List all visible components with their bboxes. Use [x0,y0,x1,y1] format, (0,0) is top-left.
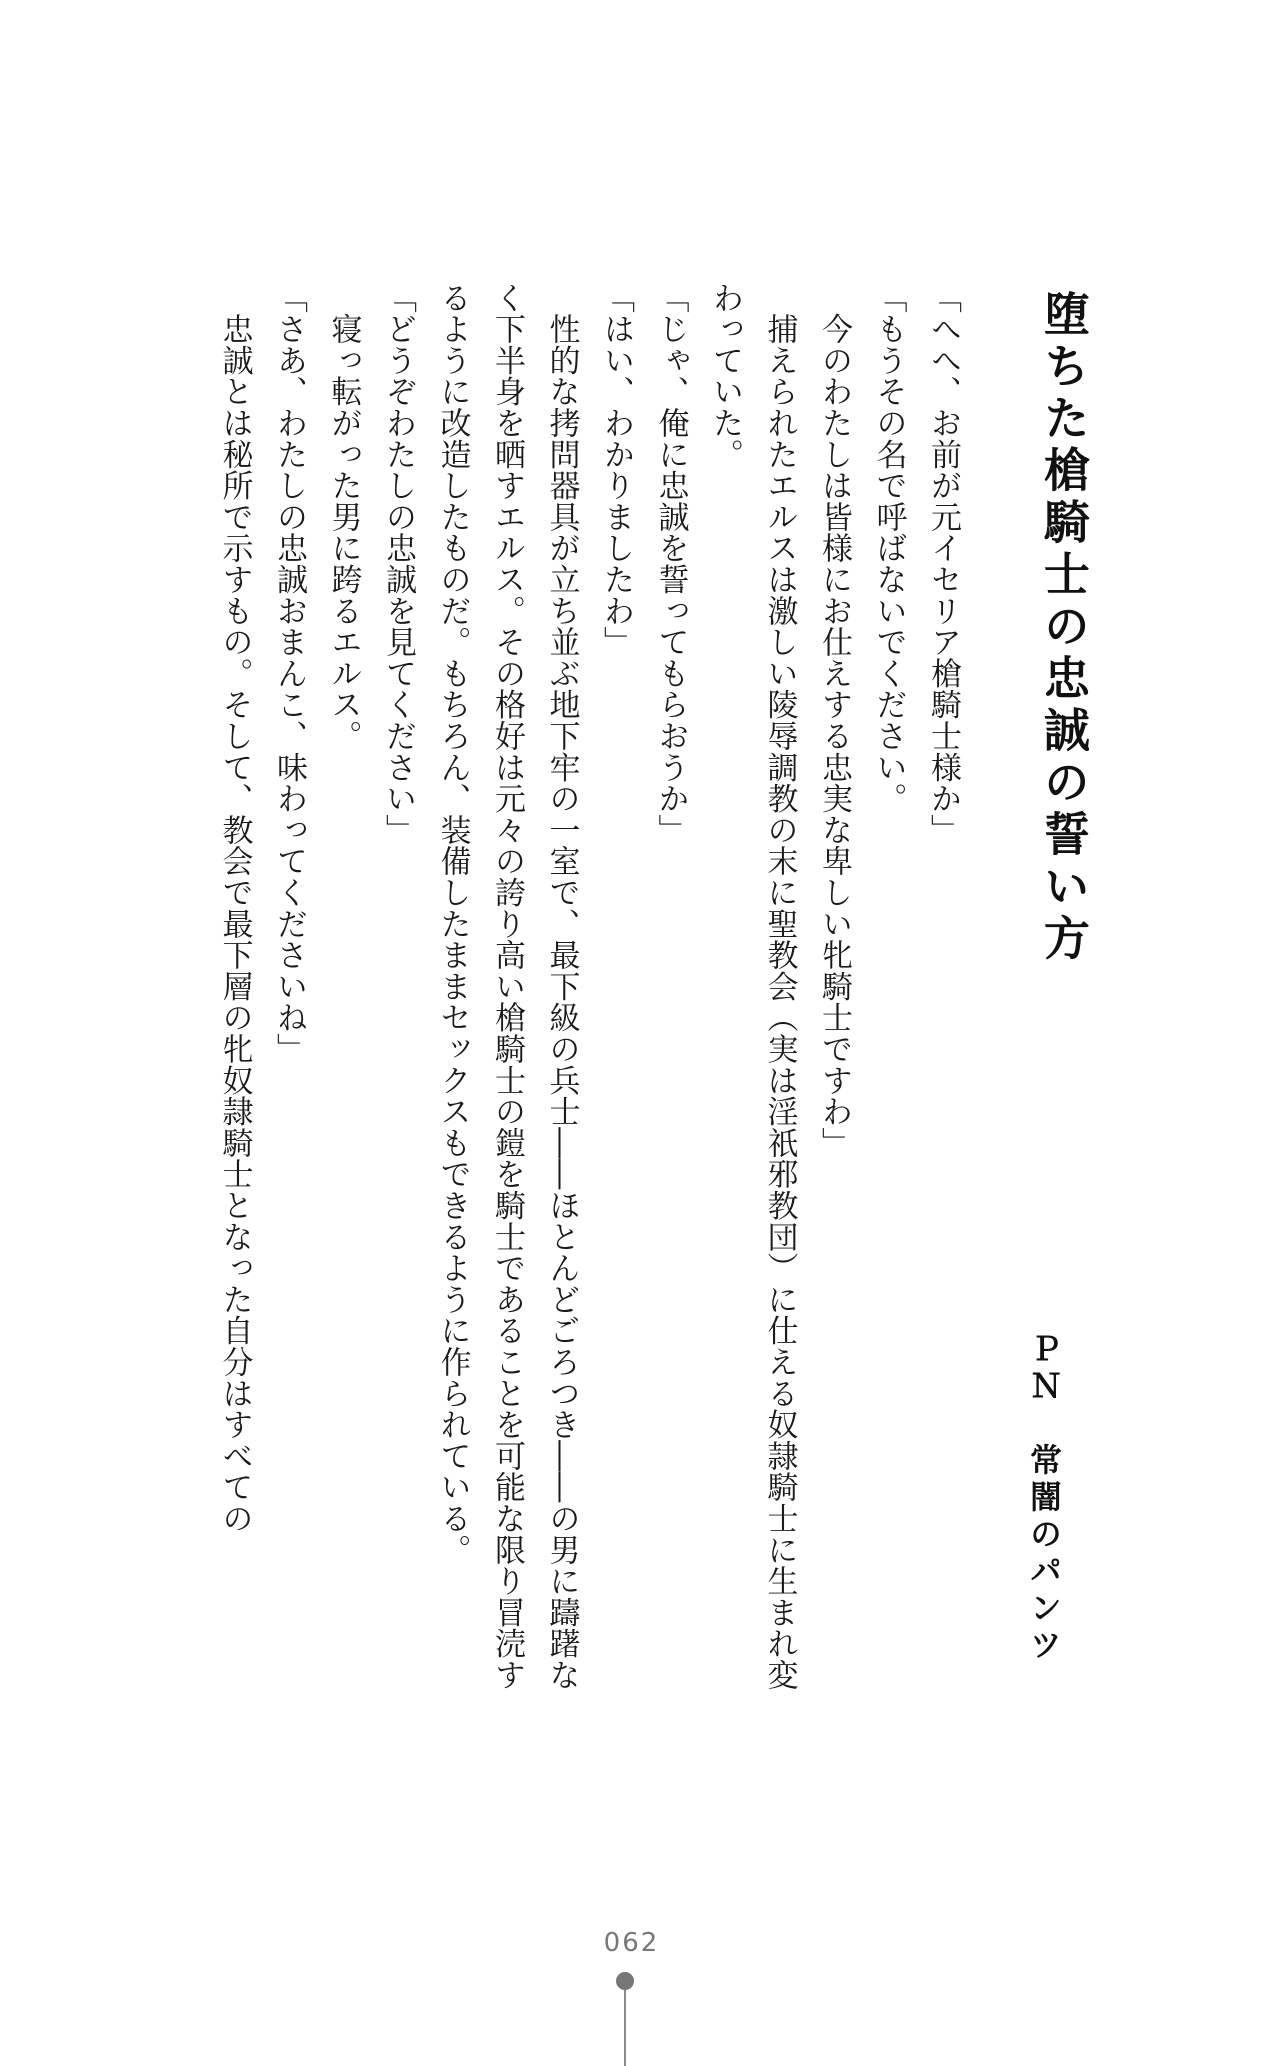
paragraph: 「もうその名で呼ばないでください。 [870,282,907,815]
page-marker-dot [616,1972,634,1990]
paragraph: 「はい、わかりましたわ」 [598,282,634,658]
page-number: 062 [603,1928,660,1958]
author-name: ＰＮ 常闇のパンツ [1025,1332,1063,1665]
paragraph: 「さあ、わたしの忠誠おまんこ、味わってくださいね」 [271,282,307,1065]
paragraph: 「どうぞわたしの忠誠を見てください」 [380,282,416,846]
paragraph: 今のわたしは皆様にお仕えする忠実な卑しい牝騎士ですわ」 [816,282,852,1159]
paragraph: 性的な拷問器具が立ち並ぶ地下牢の一室で、最下級の兵士――ほとんどごろつき――の男に躊躇なく下半身を晒すエルス。その格好は元々の誇り高い槍騎士の鎧を騎士であることを可能な限り冒涜するように改造したものだ。もちろん、装備したままセックスもできるように作られている。 [434,282,580,1691]
paragraph: 捕えられたエルスは激しい陵辱調教の末に聖教会（実は淫祇邪教団）に仕える奴隷騎士に生まれ変わっていた。 [707,282,798,1691]
paragraph: 「へへ、お前が元イセリア槍騎士様か」 [925,282,961,846]
body-text [150,282,970,1702]
paragraph: 寝っ転がった男に跨るエルス。 [325,282,362,752]
story-title: 堕ちた槍騎士の忠誠の誓い方 [1036,290,1091,966]
page-marker-line [624,1990,626,2066]
paragraph: 「じゃ、俺に忠誠を誓ってもらおうか」 [652,282,689,846]
paragraph: 忠誠とは秘所で示すもの。そして、教会で最下層の牝奴隷騎士となった自分はすべての [216,282,253,1534]
